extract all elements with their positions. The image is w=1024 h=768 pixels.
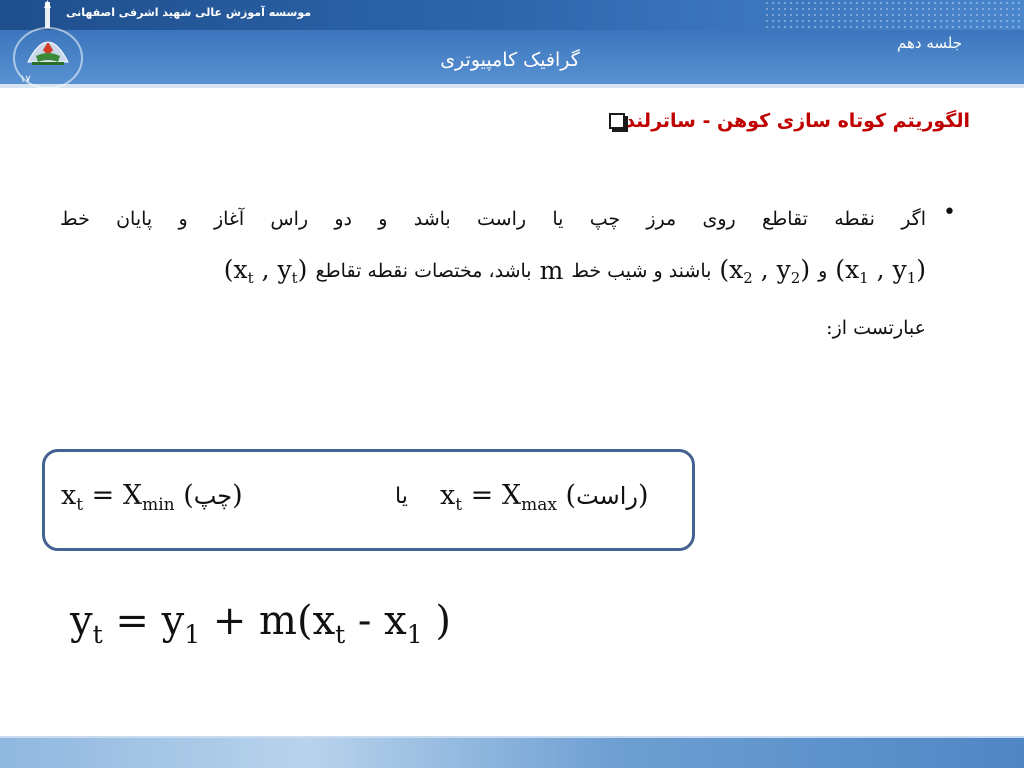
right-note: راست bbox=[576, 482, 638, 510]
course-title: گرافیک کامپیوتری bbox=[440, 49, 580, 71]
word: نقطه bbox=[834, 208, 875, 230]
and-text: و bbox=[818, 259, 828, 282]
section-heading bbox=[587, 110, 970, 132]
word: پایان bbox=[116, 208, 153, 230]
checkbox-icon bbox=[609, 113, 625, 129]
word: دو bbox=[334, 208, 352, 230]
word: یا bbox=[552, 208, 564, 230]
point-1: ($x_1$ , $y_1$) bbox=[835, 254, 926, 287]
line2-text-b: باشد، مختصات نقطه تقاطع bbox=[315, 259, 532, 282]
paragraph-line-3 bbox=[60, 299, 926, 356]
slope-symbol: m bbox=[539, 256, 564, 285]
word: روی bbox=[702, 208, 736, 230]
word: مرز bbox=[646, 208, 677, 230]
logo-number: ۱۷ bbox=[20, 74, 31, 85]
intersection-formula: $y_t = y_1 + m(x_t - x_1$ ) bbox=[70, 598, 451, 649]
word: اگر bbox=[901, 208, 926, 230]
session-label: جلسه دهم bbox=[896, 34, 962, 52]
formula-right: $x_t = X_{max}$ (راست) bbox=[440, 480, 649, 515]
word: خط bbox=[60, 208, 90, 230]
word: و bbox=[178, 208, 188, 230]
word: و bbox=[378, 208, 388, 230]
header-dot-pattern bbox=[764, 0, 1024, 30]
heading-text: الگوریتم کوتاه سازی کوهن - ساترلند bbox=[625, 110, 970, 132]
paragraph-line-2 bbox=[60, 242, 926, 299]
intersection-point: ($x_t$ , $y_t$) bbox=[223, 254, 308, 287]
paragraph-line-1 bbox=[60, 196, 926, 242]
word: آغاز bbox=[213, 208, 245, 230]
line3-text: عبارتست از: bbox=[826, 316, 926, 339]
point-2: ($x_2$ , $y_2$) bbox=[719, 254, 811, 287]
footer-band bbox=[0, 738, 1024, 768]
bullet-dot: • bbox=[943, 200, 956, 225]
word: راست bbox=[477, 208, 527, 230]
word: تقاطع bbox=[762, 208, 808, 230]
formula-box bbox=[42, 449, 695, 551]
left-note: چپ bbox=[193, 482, 233, 510]
institute-name: موسسه آموزش عالی شهید اشرفی اصفهانی bbox=[66, 6, 312, 19]
word: باشد bbox=[413, 208, 451, 230]
word: راس bbox=[270, 208, 309, 230]
header-banner bbox=[0, 0, 1024, 88]
header-divider bbox=[0, 84, 1024, 88]
word: چپ bbox=[589, 208, 621, 230]
bullet-paragraph bbox=[60, 196, 956, 356]
line2-text-a: باشند و شیب خط bbox=[571, 259, 712, 282]
or-label: یا bbox=[395, 484, 408, 509]
formula-left: $x_t = X_{min}$ (چپ) bbox=[61, 480, 243, 515]
